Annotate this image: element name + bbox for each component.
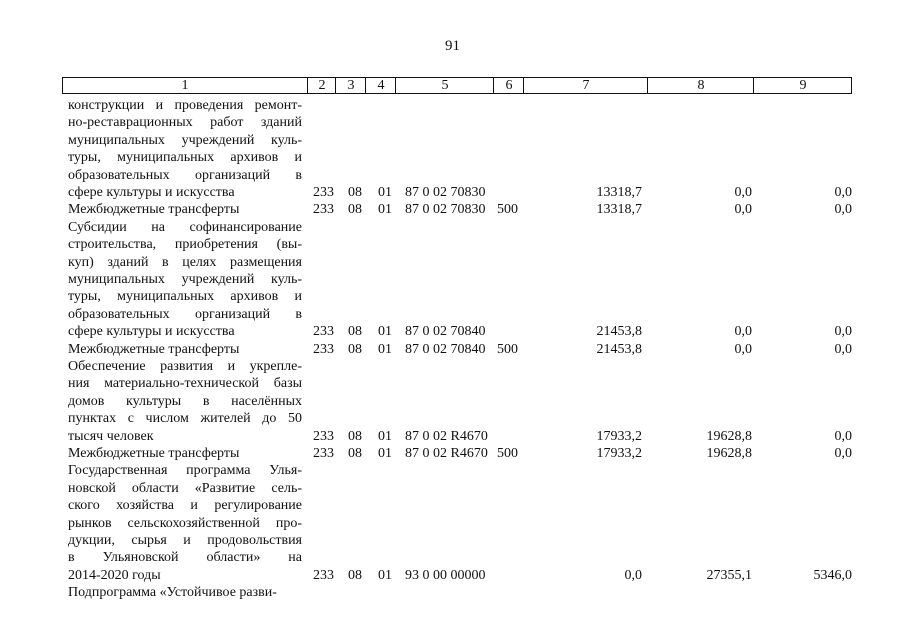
cell-c5: 87 0 02 70830: [405, 202, 486, 218]
description-line: сфере культуры и искусства: [68, 184, 235, 200]
cell-c5: 87 0 02 70840: [405, 341, 486, 357]
description-line: ния материально-технической базы: [68, 376, 302, 392]
cell-c7: 17933,2: [596, 446, 642, 461]
description-line: Подпрограмма «Устойчивое разви-: [68, 585, 277, 601]
row-description: [68, 445, 302, 462]
description-line: муниципальных учреждений куль-: [68, 132, 302, 148]
description-line: Межбюджетные трансферты: [68, 202, 240, 218]
column-header-3: 3: [335, 78, 366, 93]
cell-c2: 233: [313, 324, 334, 340]
cell-c3: 08: [348, 185, 362, 200]
cell-c9: 0,0: [834, 324, 852, 340]
description-line: в Ульяновской области» на: [68, 550, 302, 566]
cell-c3: 08: [348, 428, 362, 444]
cell-c5: 87 0 02 70830: [405, 185, 486, 200]
description-line: 2014-2020 годы: [68, 567, 161, 583]
cell-c5: 87 0 02 R4670: [405, 446, 488, 461]
row-description: [68, 584, 302, 601]
description-line: туры, муниципальных архивов и: [68, 289, 302, 305]
cell-c6: 500: [497, 341, 518, 357]
row-description: [68, 219, 302, 341]
cell-c8: 27355,1: [706, 567, 752, 583]
cell-c9: 0,0: [834, 185, 852, 200]
description-line: тысяч человек: [68, 428, 154, 444]
cell-c5: 93 0 00 00000: [405, 567, 486, 583]
cell-c4: 01: [378, 324, 392, 340]
table-row: [0, 219, 905, 341]
row-description: [68, 358, 302, 445]
cell-c8: 19628,8: [706, 446, 752, 461]
cell-c9: 0,0: [834, 202, 852, 218]
column-header-2: 2: [307, 78, 336, 93]
cell-c7: 17933,2: [596, 428, 642, 444]
cell-c4: 01: [378, 202, 392, 218]
cell-c9: 0,0: [834, 341, 852, 357]
description-line: образовательных организаций в: [68, 306, 302, 322]
cell-c3: 08: [348, 324, 362, 340]
description-line: но-реставрационных работ зданий: [68, 115, 302, 131]
cell-c5: 87 0 02 R4670: [405, 428, 488, 444]
description-line: строительства, приобретения (вы-: [68, 237, 302, 253]
cell-c9: 5346,0: [813, 567, 852, 583]
row-description: [68, 201, 302, 218]
description-line: образовательных организаций в: [68, 167, 302, 183]
cell-c5: 87 0 02 70840: [405, 324, 486, 340]
column-header-6: 6: [493, 78, 524, 93]
row-description: [68, 97, 302, 201]
cell-c2: 233: [313, 446, 334, 461]
description-line: туры, муниципальных архивов и: [68, 150, 302, 166]
description-line: дукции, сырья и продовольствия: [68, 532, 302, 548]
page-number: 91: [445, 38, 460, 54]
cell-c9: 0,0: [834, 428, 852, 444]
description-line: Обеспечение развития и укрепле-: [68, 359, 302, 374]
cell-c7: 0,0: [624, 567, 642, 583]
cell-c2: 233: [313, 428, 334, 444]
row-description: [68, 462, 302, 584]
cell-c2: 233: [313, 341, 334, 357]
column-header-5: 5: [395, 78, 494, 93]
table-row: [0, 358, 905, 445]
cell-c8: 0,0: [734, 185, 752, 200]
column-header-4: 4: [365, 78, 396, 93]
cell-c2: 233: [313, 202, 334, 218]
table-row: [0, 201, 905, 218]
cell-c8: 0,0: [734, 341, 752, 357]
cell-c4: 01: [378, 428, 392, 444]
cell-c8: 19628,8: [706, 428, 752, 444]
cell-c4: 01: [378, 446, 392, 461]
cell-c4: 01: [378, 567, 392, 583]
cell-c7: 21453,8: [596, 341, 642, 357]
column-header-7: 7: [523, 78, 648, 93]
cell-c3: 08: [348, 202, 362, 218]
description-line: конструкции и проведения ремонт-: [68, 98, 302, 113]
description-line: рынков сельскохозяйственной про-: [68, 515, 302, 531]
table-row: [0, 445, 905, 462]
table-row: [0, 97, 905, 201]
cell-c3: 08: [348, 341, 362, 357]
table-row: [0, 462, 905, 584]
description-line: Межбюджетные трансферты: [68, 341, 240, 357]
description-line: муниципальных учреждений куль-: [68, 271, 302, 287]
column-header-1: 1: [181, 78, 189, 93]
description-line: новской области «Развитие сель-: [68, 480, 302, 496]
description-line: Межбюджетные трансферты: [68, 446, 240, 461]
column-header-8: 8: [647, 78, 754, 93]
cell-c7: 13318,7: [596, 202, 642, 218]
description-line: ского хозяйства и регулирование: [68, 498, 302, 514]
table-body: [0, 97, 905, 640]
cell-c8: 0,0: [734, 324, 752, 340]
cell-c4: 01: [378, 341, 392, 357]
description-line: домов культуры в населённых: [68, 393, 302, 409]
cell-c7: 13318,7: [596, 185, 642, 200]
table-row: [0, 584, 905, 601]
row-description: [68, 341, 302, 358]
cell-c9: 0,0: [834, 446, 852, 461]
cell-c2: 233: [313, 567, 334, 583]
description-line: сфере культуры и искусства: [68, 324, 235, 340]
cell-c3: 08: [348, 446, 362, 461]
table-header: [62, 77, 852, 94]
cell-c7: 21453,8: [596, 324, 642, 340]
description-line: пунктах с числом жителей до 50: [68, 411, 302, 427]
cell-c6: 500: [497, 446, 518, 461]
description-line: куп) зданий в целях размещения: [68, 254, 302, 270]
cell-c3: 08: [348, 567, 362, 583]
description-line: Государственная программа Улья-: [68, 463, 302, 479]
description-line: Субсидии на софинансирование: [68, 219, 302, 235]
cell-c4: 01: [378, 185, 392, 200]
table-row: [0, 341, 905, 358]
cell-c6: 500: [497, 202, 518, 218]
cell-c8: 0,0: [734, 202, 752, 218]
cell-c2: 233: [313, 185, 334, 200]
column-header-9: 9: [753, 78, 852, 93]
